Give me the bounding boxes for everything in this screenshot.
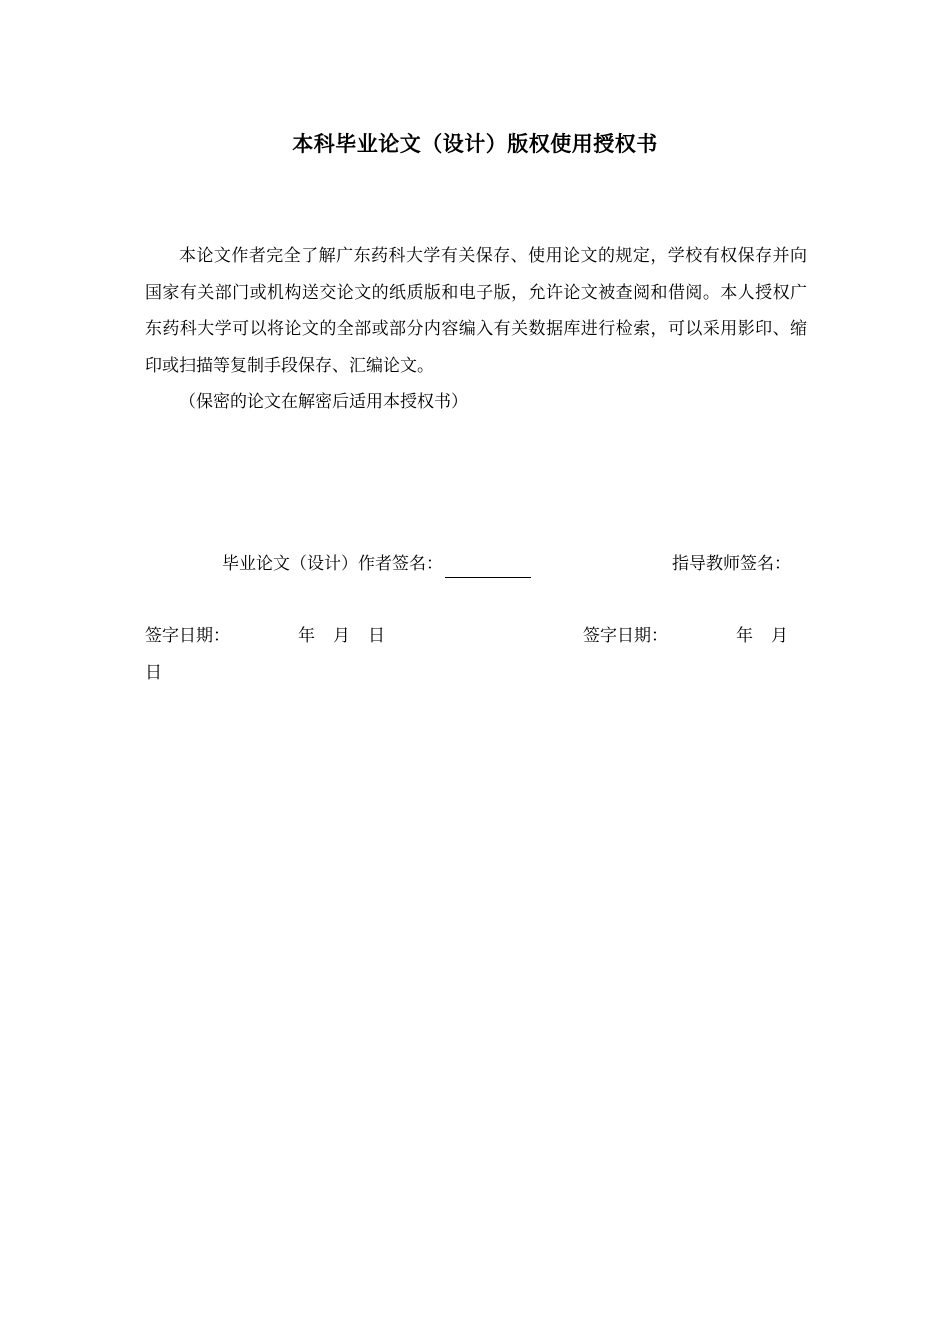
year-label: 年 [736, 626, 753, 646]
confidential-note: （保密的论文在解密后适用本授权书） [179, 392, 468, 412]
advisor-sign-date [583, 622, 806, 650]
author-sign-date [145, 622, 403, 650]
day-label: 日 [368, 626, 385, 646]
advisor-signature [672, 550, 791, 578]
advisor-day-label: 日 [145, 663, 162, 683]
author-signature [222, 550, 531, 578]
date-label: 签字日期： [145, 626, 230, 646]
authorization-paragraph: 本论文作者完全了解广东药科大学有关保存、使用论文的规定，学校有权保存并向国家有关部门或机构送交论文的纸质版和电子版，允许论文被查阅和借阅。本人授权广东药科大学可以将论文的全部或部分内容编入有关数据库进行检索，可以采用影印、缩印或扫描等复制手段保存、汇编论文。 [145, 246, 807, 376]
date-label: 签字日期： [583, 626, 668, 646]
month-label: 月 [333, 626, 350, 646]
year-label: 年 [298, 626, 315, 646]
authorization-body [145, 238, 807, 421]
advisor-signature-label: 指导教师签名： [672, 554, 791, 574]
page-title: 本科毕业论文（设计）版权使用授权书 [292, 132, 658, 156]
author-signature-label: 毕业论文（设计）作者签名： [222, 554, 443, 574]
author-signature-line [445, 557, 531, 578]
month-label: 月 [771, 626, 788, 646]
